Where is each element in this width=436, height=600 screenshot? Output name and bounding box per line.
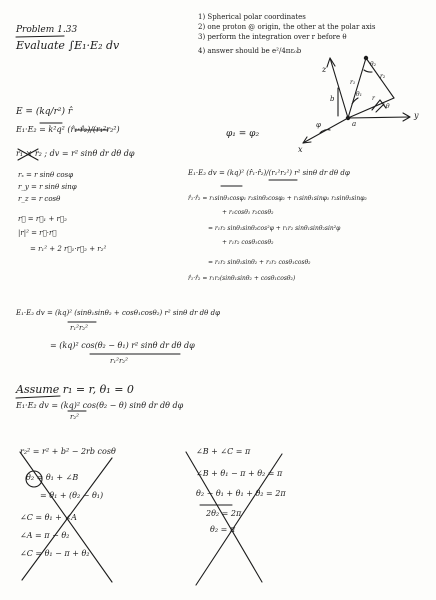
left-eq-6: r_z = r cosθ <box>18 195 61 203</box>
diagram-label-b: b <box>330 95 335 103</box>
bottom-left-5: ∠A = π − θ₂ <box>20 531 70 540</box>
bottom-right-1: ∠B + ∠C = π <box>196 447 251 456</box>
problem-title: Problem 1.33 <box>16 25 78 35</box>
left-eq-2: E₁·E₂ = k²q² (r̂₁·r̂₂)/(r₁²r₂²) <box>16 125 120 134</box>
right-eq-2: r̂₁·r̂₂ = r₁sinθ₁cosφ₁ r₂sinθ₂cosφ₂ + r₁sinθ₁sinφ₁ r₂sinθ₂sinφ₂ <box>188 195 367 202</box>
phi-equal: φ₁ = φ₂ <box>226 129 260 139</box>
charge-origin <box>346 116 350 120</box>
note-2: 2) one proton @ origin, the other at the polar axis <box>198 23 376 31</box>
diagram-label-theta: θ <box>386 103 390 110</box>
charge-top <box>364 56 368 60</box>
left-eq-1: E = (kq/r²) r̂ <box>16 107 73 117</box>
left-eq-9: = r₁² + 2 r⃗₁·r⃗₂ + r₂² <box>30 245 107 253</box>
vector-r1 <box>348 58 366 118</box>
bottom-right-3: θ₂ − θ₁ + θ₁ + θ₂ = 2π <box>196 489 286 498</box>
right-eq-5: + r₁r₂ cosθ₁cosθ₂ <box>222 239 274 246</box>
right-eq-6: = r₁r₂ sinθ₁sinθ₂ + r₁r₂ cosθ₁cosθ₂ <box>208 259 311 266</box>
left-eq-3: r₁ × r₂ ; dv = r² sinθ dr dθ dφ <box>16 149 135 158</box>
bottom-left-4: ∠C = θ₁ + ∠A <box>20 513 77 522</box>
bottom-right-5: θ₂ = π <box>210 525 236 534</box>
right-eq-3: + r₁cosθ₁ r₂cosθ₂ <box>222 209 274 216</box>
diagram-label-r: r <box>372 95 375 102</box>
middle-eq-1-denominator: r₁²r₂² <box>70 324 88 332</box>
diagram-label-z: z <box>322 65 327 74</box>
diagram-label-y: y <box>414 111 419 120</box>
right-eq-4: = r₁r₂ sinθ₁sinθ₂cos²φ + r₁r₂ sinθ₁sinθ₂sin²φ <box>208 225 341 232</box>
assume-denominator: r₂² <box>70 413 79 421</box>
bottom-right-2: ∠B + θ₁ − π + θ₂ = π <box>196 469 283 478</box>
right-eq-1: E₁·E₂ dv = (kq)² (r̂₁·r̂₂)/(r₁²r₂²) r² sinθ dr dθ dφ <box>188 169 350 177</box>
diagram-label-a: a <box>352 120 357 128</box>
diagram-label-phi: φ <box>316 121 321 129</box>
theta2-arc <box>364 70 372 72</box>
y-axis-line <box>348 117 410 118</box>
z-axis-line <box>330 58 348 118</box>
diagram-label-r2: r₂ <box>380 73 386 80</box>
right-eq-7: r̂₁·r̂₂ = r₁r₂(sinθ₁sinθ₂ + cosθ₁cosθ₂) <box>188 275 296 282</box>
middle-eq-2-denominator: r₁²r₂² <box>110 357 128 365</box>
note-4: 4) answer should be e²/4πε₀b <box>198 47 302 55</box>
middle-eq-2: = (kq)² cos(θ₂ − θ₁) r² sinθ dr dθ dφ <box>50 341 195 350</box>
evaluate-line: Evaluate ∫E₁·E₂ dv <box>16 39 120 52</box>
note-1: 1) Spherical polar coordinates <box>198 13 306 21</box>
middle-eq-1: E₁·E₂ dv = (kq)² (sinθ₁sinθ₂ + cosθ₁cosθ₂) r² sinθ dr dθ dφ <box>16 309 220 317</box>
diagram-label-x: x <box>298 145 303 154</box>
assume-eq: E₁·E₂ dv = (kq)² cos(θ₂ − θ) sinθ dr dθ dφ <box>16 401 184 410</box>
title-underline <box>16 36 64 37</box>
diagram-label-theta1: θ₁ <box>356 91 363 98</box>
left-eq-5: r_y = r sinθ sinφ <box>18 183 77 191</box>
bottom-left-2: θ₂ = θ₁ + ∠B <box>26 473 79 482</box>
assume-underline <box>16 396 60 398</box>
bottom-left-3: = θ₁ + (θ₂ − θ₁) <box>40 491 104 500</box>
left-eq-4: rₓ = r sinθ cosφ <box>18 171 74 179</box>
diagram-label-theta2: θ₂ <box>370 61 377 68</box>
x-axis-arrow <box>303 137 311 143</box>
left-eq-8: |r|² = r⃗·r⃗ <box>18 229 57 237</box>
left-eq-7: r⃗ = r⃗₁ + r⃗₂ <box>18 215 67 223</box>
bottom-left-6: ∠C = θ₁ − π + θ₂ <box>20 549 90 558</box>
assume-line: Assume r₁ = r, θ₁ = 0 <box>16 383 134 396</box>
bottom-left-1: r₂² = r² + b² − 2rb cosθ <box>20 447 116 456</box>
diagram-label-r1: r₁ <box>350 79 356 86</box>
bottom-right-4: 2θ₂ = 2π <box>206 509 242 518</box>
note-3: 3) perform the integration over r before θ <box>198 33 347 41</box>
x-axis-line <box>303 118 348 143</box>
